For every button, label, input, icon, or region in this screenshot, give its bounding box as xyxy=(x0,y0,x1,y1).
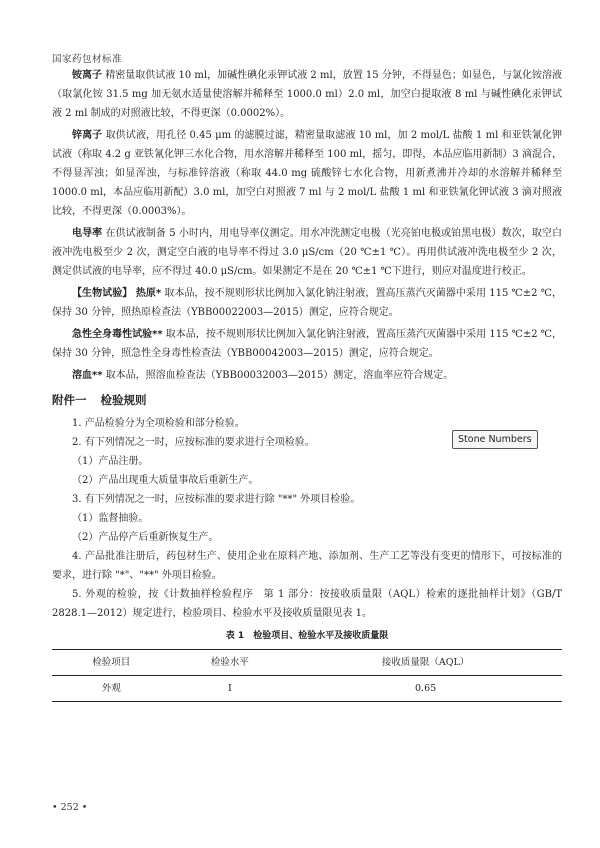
inspection-table xyxy=(52,649,562,702)
rule-item: 5. 外观的检验，按《计数抽样检验程序 第 1 部分：按接收质量限（AQL）检索的逐批抽样计划》（GB/T 2828.1—2012）规定进行，检验项目、检验水平及接收质量限见表 1。 xyxy=(52,589,562,619)
section-ammonium xyxy=(52,66,562,123)
rule-item: （1）监督抽验。 xyxy=(72,513,149,524)
section-hemolysis xyxy=(52,366,562,385)
rule-item: （2）产品停产后重新恢复生产。 xyxy=(72,532,219,543)
appendix-heading xyxy=(52,391,562,410)
header-cell-item: 检验项目 xyxy=(52,650,171,676)
table-cell: 外观 xyxy=(101,683,121,694)
section-term: 溶血** xyxy=(72,370,103,381)
rule-item: 1. 产品检验分为全项检验和部分检验。 xyxy=(72,418,245,429)
rule-item: （2）产品出现重大质量事故后重新生产。 xyxy=(72,475,259,486)
running-header: 国家药包材标准 xyxy=(52,54,123,65)
section-text: 在供试液制备 5 小时内，用电导率仪测定。用水冲洗测定电极（光亮铂电极或铂黑电极）数次，取空白液冲洗电极至少 2 次，测定空白液的电导率不得过 3.0 μS/cm（20 ℃±1 ℃）。再用供试液冲洗电极至少 2 次，测定供试液的电导率，应不得过 40.0 μS/cm。如果测定不是在 20 ℃±1 ℃下进行，则应对温度进行校正。 xyxy=(52,228,562,277)
table-caption: 表 1 检验项目、检验水平及接收质量限 xyxy=(225,631,389,641)
table-cell: 0.65 xyxy=(415,683,437,694)
section-term: 电导率 xyxy=(72,228,103,239)
header-cell-level: 检验水平 xyxy=(171,650,290,676)
appendix-label: 附件一 xyxy=(52,393,87,407)
section-text: 取本品，照溶血检查法（YBB00032003—2015）测定，溶血率应符合规定。 xyxy=(105,370,454,381)
document-body xyxy=(52,66,562,702)
rule-item: 4. 产品批准注册后，药包材生产、使用企业在原料产地、添加剂、生产工艺等没有变更的情形下，可按标准的要求，进行除 "*"、"**" 外项目检验。 xyxy=(52,551,562,581)
table-header-row xyxy=(52,650,562,676)
section-acute-toxicity xyxy=(52,325,562,363)
section-text: 取本品，按不规则形状比例加入氯化钠注射液，置高压蒸汽灭菌器中采用 115 ℃±2 ℃，保持 30 分钟，照急性全身毒性检查法（YBB00042003—2015）测定，应符合规定。 xyxy=(52,329,562,359)
section-conductivity xyxy=(52,224,562,281)
section-term: 铵离子 xyxy=(72,70,103,81)
section-term: 锌离子 xyxy=(72,130,103,141)
section-text: 取供试液，用孔径 0.45 μm 的滤膜过滤，精密量取滤液 10 ml，加 2 mol/L 盐酸 1 ml 和亚铁氰化钾试液（称取 4.2 g 亚铁氰化钾三水化合物，用水溶解并稀释至 100 ml，摇匀，即得，本品应临用新制）3 滴混合，不得显浑浊；如显浑浊，与标准锌溶液（称取 44.0 mg 硫酸锌七水化合物，用新煮沸并冷却的水溶解并稀释至 1000.0 ml，本品应临用新配）3.0 ml，加空白对照液 7 ml 与 2 mol/L 盐酸 1 ml 和亚铁氰化钾试液 3 滴对照液比较，不得更深（0.0003%）。 xyxy=(52,130,563,217)
page-number: • 252 • xyxy=(52,802,88,813)
table-row xyxy=(52,676,562,702)
header-cell-aql: 接收质量限（AQL） xyxy=(289,650,562,676)
section-text: 精密量取供试液 10 ml，加碱性碘化汞钾试液 2 ml，放置 15 分钟，不得显色；如显色，与氯化铵溶液（取氯化铵 31.5 mg 加无氨水适量使溶解并稀释至 1000.0 ml）2.0 ml，加空白提取液 8 ml 与碱性碘化汞钾试液 2 ml 制成的对照液比较，不得更深（0.0002%）。 xyxy=(52,70,563,119)
table-cell: Ⅰ xyxy=(227,683,232,694)
section-pyrogen xyxy=(52,284,562,322)
section-term: 【生物试验】 热原* xyxy=(72,288,162,299)
section-term: 急性全身毒性试验** xyxy=(72,329,163,340)
rule-item: （1）产品注册。 xyxy=(72,456,149,467)
rule-item: 3. 有下列情况之一时，应按标准的要求进行除 "**" 外项目检验。 xyxy=(72,494,361,505)
appendix-title: 检验规则 xyxy=(100,393,147,407)
stone-numbers-button[interactable]: Stone Numbers xyxy=(452,430,538,449)
section-text: 取本品，按不规则形状比例加入氯化钠注射液，置高压蒸汽灭菌器中采用 115 ℃±2 ℃，保持 30 分钟，照热原检查法（YBB00022003—2015）测定，应符合规定。 xyxy=(52,288,562,318)
rule-item: 2. 有下列情况之一时，应按标准的要求进行全项检验。 xyxy=(72,437,315,448)
section-zinc xyxy=(52,126,562,221)
